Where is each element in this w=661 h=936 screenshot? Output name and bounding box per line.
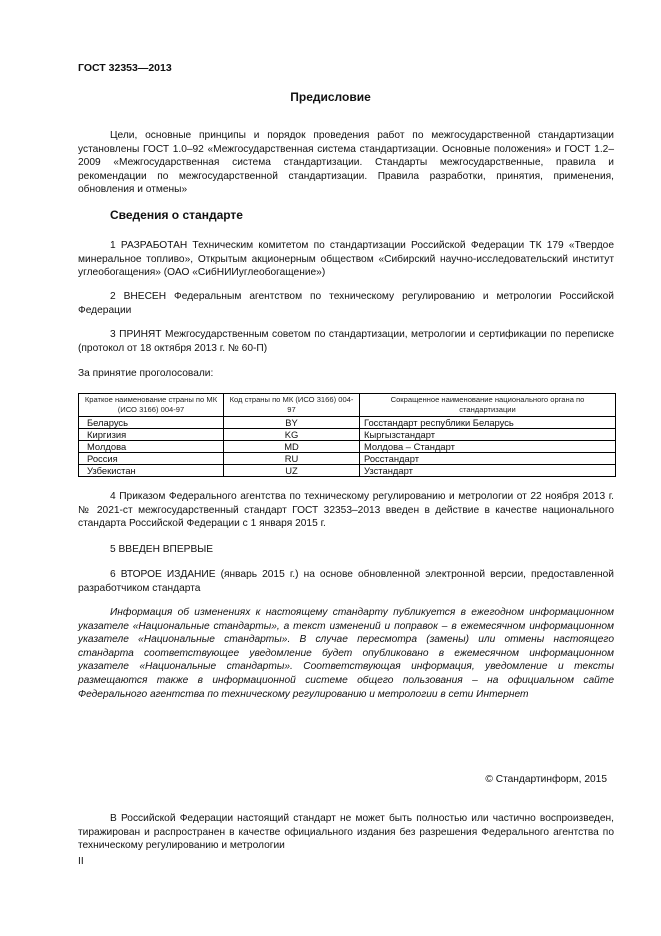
vote-table (78, 393, 616, 477)
country-code: RU (224, 453, 360, 465)
foreword-title: Предисловие (290, 90, 371, 104)
national-body: Госстандарт республики Беларусь (360, 417, 616, 429)
item-3-adopted: 3 ПРИНЯТ Межгосударственным советом по стандартизации, метрологии и сертификации по переписке (протокол от 18 октября 2013 г. № 60-П) (78, 329, 614, 354)
item-2-introduced: 2 ВНЕСЕН Федеральным агентством по техническому регулированию и метрологии Российской Федерации (78, 291, 614, 316)
national-body: Кыргызстандарт (360, 429, 616, 441)
table-row (79, 441, 616, 453)
country-code: BY (224, 417, 360, 429)
country-code: UZ (224, 465, 360, 477)
country-code: KG (224, 429, 360, 441)
header-national-body: Сокращенное наименование национального органа по стандартизации (360, 394, 616, 417)
table-row (79, 429, 616, 441)
rights-notice: В Российской Федерации настоящий стандарт не может быть полностью или частично воспроизведен, тиражирован и распространен в качестве официального издания без разрешения Федерального агентства по техническому регулированию и метрологии (78, 813, 614, 852)
standard-info-title: Сведения о стандарте (110, 208, 243, 222)
country-name: Молдова (79, 441, 224, 453)
table-row (79, 417, 616, 429)
country-name: Киргизия (79, 429, 224, 441)
country-name: Беларусь (79, 417, 224, 429)
vote-label: За принятие проголосовали: (78, 368, 214, 379)
item-5-first-edition: 5 ВВЕДЕН ВПЕРВЫЕ (110, 544, 214, 555)
item-1-developed: 1 РАЗРАБОТАН Техническим комитетом по стандартизации Российской Федерации ТК 179 «Твердое минеральное топливо», Открытым акционерным обществом «Сибирский научно-исследовательский институт углеобогащения» (ОАО «СибНИИуглеобогащение») (78, 240, 614, 279)
item-6-second-edition: 6 ВТОРОЕ ИЗДАНИЕ (январь 2015 г.) на основе обновленной электронной версии, предоставленной разработчиком стандарта (78, 569, 614, 594)
item-4-order: 4 Приказом Федерального агентства по техническому регулированию и метрологии от 22 ноября 2013 г. № 2021-ст межгосударственный стандарт ГОСТ 32353–2013 введен в действие в качестве национального стандарта Российской Федерации с 1 января 2015 г. (78, 491, 614, 530)
table-row (79, 465, 616, 477)
intro-paragraph: Цели, основные принципы и порядок проведения работ по межгосударственной стандартизации установлены ГОСТ 1.0–92 «Межгосударственная система стандартизации. Основные положения» и ГОСТ 1.2–2009 «Межгосударственная система стандартизации. Стандарты межгосударственные, правила и рекомендации по межгосударственной стандартизации. Правила разработки, принятия, применения, обновления и отмены» (78, 130, 614, 196)
header-country-name: Краткое наименование страны по МК (ИСО 3166) 004-97 (79, 394, 224, 417)
changes-notice: Информация об изменениях к настоящему стандарту публикуется в ежегодном информационном указателе «Национальные стандарты», а текст изменений и поправок – в ежемесячном информационном указателе «Национальные стандарты». В случае пересмотра (замены) или отмены настоящего стандарта соответствующее уведомление будет опубликовано в ежемесячном информационном указателе «Национальные стандарты». Соответствующая информация, уведомление и тексты размещаются также в информационной системе общего пользования – на официальном сайте Федерального агентства по техническому регулированию и метрологии в сети Интернет (78, 607, 614, 700)
national-body: Узстандарт (360, 465, 616, 477)
country-name: Россия (79, 453, 224, 465)
national-body: Росстандарт (360, 453, 616, 465)
page-number: II (78, 856, 84, 867)
copyright: © Стандартинформ, 2015 (485, 774, 607, 785)
national-body: Молдова – Стандарт (360, 441, 616, 453)
country-code: MD (224, 441, 360, 453)
table-row (79, 453, 616, 465)
header-country-code: Код страны по МК (ИСО 3166) 004-97 (224, 394, 360, 417)
document-code: ГОСТ 32353—2013 (78, 62, 172, 74)
vote-table-header (79, 394, 616, 417)
country-name: Узбекистан (79, 465, 224, 477)
